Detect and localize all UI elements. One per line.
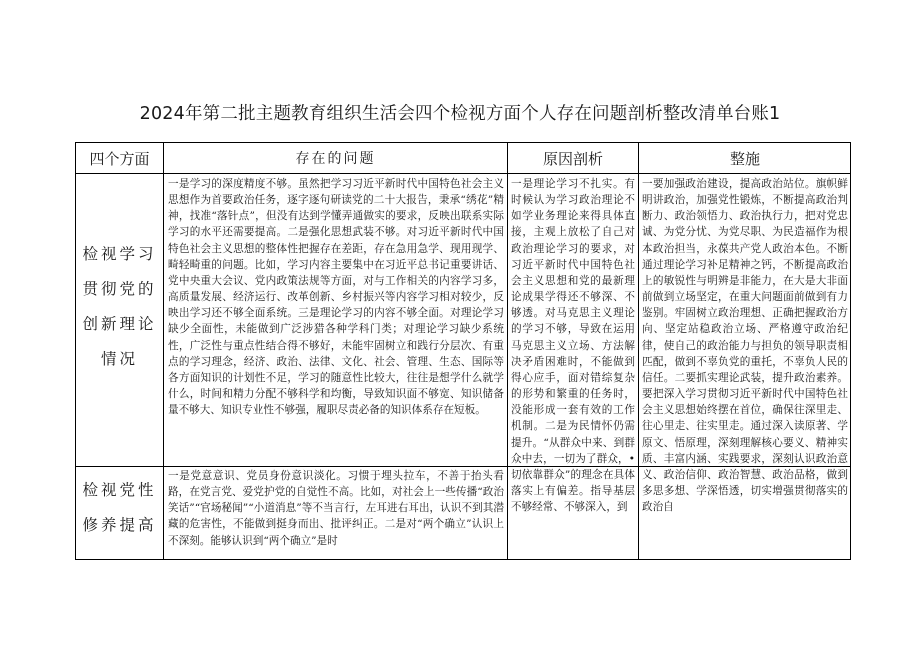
problems-cell: 一是学习的深度精度不够。虽然把学习习近平新时代中国特色社会主义思想作为首要政治任务，逐字逐句研读党的二十大报告，秉承“绣花”精神，找准“落针点”，但没有达到学懂弄通做实的要求，反映出联系实际学习的水平还需要提高。二是强化思想武装不够。对习近平新时代中国特色社会主义思想的整体性把握存在差距，存在急用急学、现用现学、畸轻畸重的问题。比如，学习内容主要集中在习近平总书记重要讲话、党中央重大会议、党内政策法规等方面，对与工作相关的内容学习多，高质量发展、经济运行、改革创新、乡村振兴等内容学习相对较少，反映出学习还不够全面系统。三是理论学习的内容不够全面。对理论学习缺少全面性，未能做到广泛涉猎各种学科门类；对理论学习缺少系统性，广泛性与重点性结合得不够好，未能牢固树立和践行分层次、有重点的学习理念，经济、政治、法律、文化、社会、管理、生态、国际等各方面知识的计划性不足，学习的随意性比较大，往往是想学什么就学什么，时间和精力分配不够科学和均衡，导致知识面不够宽、知识储备量不够大、知识专业性不够强，履职尽责必备的知识体系存在短板。 [168,178,504,417]
header-measures: 整施 [729,149,760,168]
page-title: 2024年第二批主题教育组织生活会四个检视方面个人存在问题剖析整改清单台账1 [139,104,781,124]
header-causes: 原因剖析 [542,149,603,168]
causes-cell [511,468,635,558]
aspect-label-study: 检视学习 贯彻党的 创新理论 情况 [82,245,157,368]
column-divider [638,143,639,559]
header-problems: 存在的问题 [295,151,376,167]
header-aspects: 四个方面 [89,149,150,168]
measures-cell [642,468,848,558]
measures-cell: 一要加强政治建设，提高政治站位。旗帜鲜明讲政治，加强党性锻炼，不断提高政治判断力、政治领悟力、政治执行力，把对党忠诚、为党分忧、为党尽职、为民造福作为根本政治担当，永葆共产党人政治本色。不断通过理论学习补足精神之钙，不断提高政治上的敏锐性与明辨是非能力，在大是大非面前做到立场坚定，在重大问题面前做到有力鉴别。牢固树立政治理想、正确把握政治方向、坚定站稳政治立场、严格遵守政治纪律，使自己的政治能力与担负的领导职责相匹配，做到不辜负党的重托，不辜负人民的信任。二要抓实理论武装，提升政治素养。要把深入学习贯彻习近平新时代中国特色社会主义思想始终摆在首位，确保往深里走、往心里走、往实里走。通过深入读原著、学原文、悟原理，深刻理解核心要义、精神实质、丰富内涵、实践要求，深刻认识政治意义、政治信仰、政治智慧、政治品格，做到多思多想、学深悟透，切实增强贯彻落实的政治自 [642,178,848,514]
aspect-label-party-spirit: 检视党性 修养提高 [82,481,157,534]
problems-cell: 一是党意意识、党员身份意识淡化。习惯于埋头拉车，不善于抬头看路，在党言党、爱党护党的自觉性不高。比如，对社会上一些传播“政治笑话”“官场秘闻”“小道消息”等不当言行，左耳进右耳出，认识不到其潜藏的危害性，不能做到挺身而出、批评纠正。二是对“两个确立”认识上不深刻。能够认识到“两个确立”是时 [168,470,504,547]
causes-cell: 一是理论学习不扎实。有时候认为学习政治理论不如学业务理论来得具体直接，主观上放松了自己对政治理论学习的要求，对习近平新时代中国特色社会主义思想和党的最新理论成果学得还不够深、不够透。对马克思主义理论的学习不够，导致在运用马克思主义立场、方法解决矛盾困难时，不能做到得心应手，面对错综复杂的形势和繁重的任务时，没能形成一套有效的工作机制。二是为民情怀仍需提升。“从群众中来、到群众中去，一切为了群众，•切依靠群众”的理念在具体落实上有偏差。指导基层不够经常、不够深入，到 [511,178,635,514]
rectification-table [75,142,851,560]
row-divider [76,173,850,174]
column-divider [507,143,508,559]
column-divider [163,143,164,559]
